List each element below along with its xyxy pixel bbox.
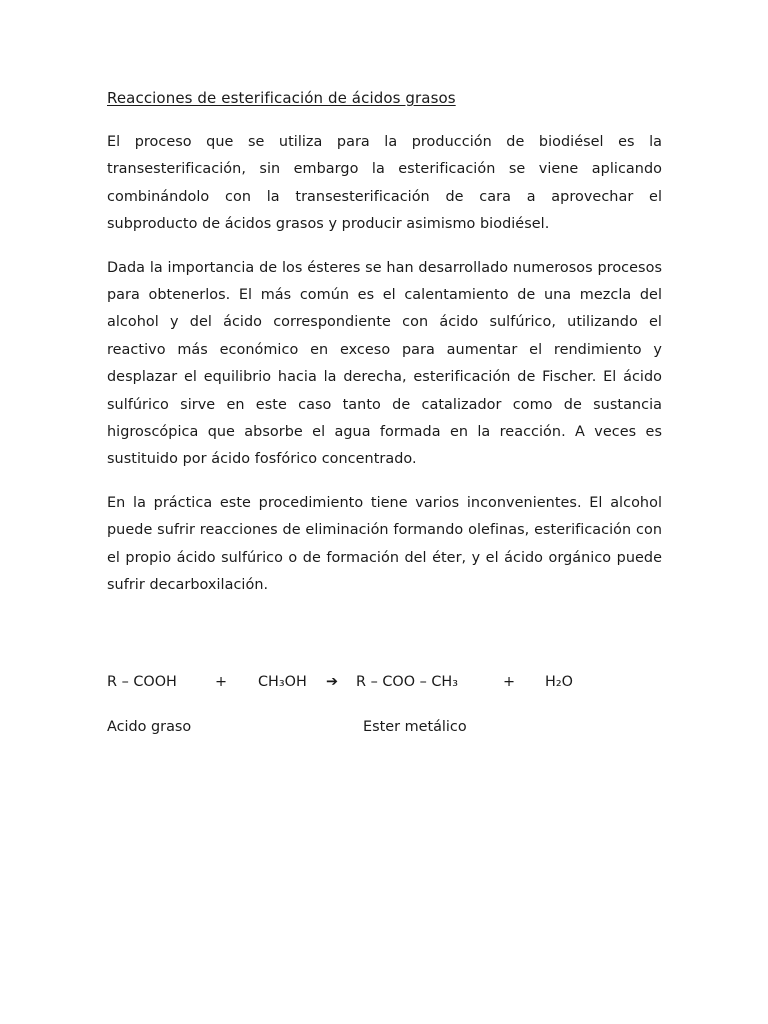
document-body xyxy=(107,86,662,616)
label-acido-graso: Acido graso xyxy=(107,719,192,735)
equation-product-water: H₂O xyxy=(545,674,573,690)
paragraph-3: En la práctica este procedimiento tiene varios inconvenientes. El alcohol puede sufrir reacciones de eliminación formando olefinas, esterificación con el propio ácido sulfúrico o de formación del éter, y el ácido orgánico puede sufrir decarboxilación. xyxy=(107,494,662,594)
equation-plus-1: + xyxy=(215,674,228,690)
equation-product-ester: R – COO – CH₃ xyxy=(356,674,459,690)
equation-reactant-methanol: CH₃OH xyxy=(258,674,307,690)
paragraph-2: Dada la importancia de los ésteres se han desarrollado numerosos procesos para obtenerlos. El más común es el calentamiento de una mezcla del alcohol y del ácido correspondiente con ácido sulfúrico, utilizando el reactivo más económico en exceso para aumentar el rendimiento y desplazar el equilibrio hacia la derecha, esterificación de Fischer. El ácido sulfúrico sirve en este caso tanto de catalizador como de sustancia higroscópica que absorbe el agua formada en la reacción. A veces es sustituido por ácido fosfórico concentrado. xyxy=(107,259,662,468)
reaction-arrow-icon: ➔ xyxy=(326,674,339,690)
equation-reactant-acid: R – COOH xyxy=(107,674,177,690)
equation-plus-2: + xyxy=(503,674,516,690)
document-title: Reacciones de esterificación de ácidos grasos xyxy=(107,89,456,107)
label-ester-metalico: Ester metálico xyxy=(363,719,467,735)
paragraph-1: El proceso que se utiliza para la producción de biodiésel es la transesterificación, sin embargo la esterificación se viene aplicando combinándolo con la transesterificación de cara a aprovechar el subproducto de ácidos grasos y producir asimismo biodiésel. xyxy=(107,134,662,233)
